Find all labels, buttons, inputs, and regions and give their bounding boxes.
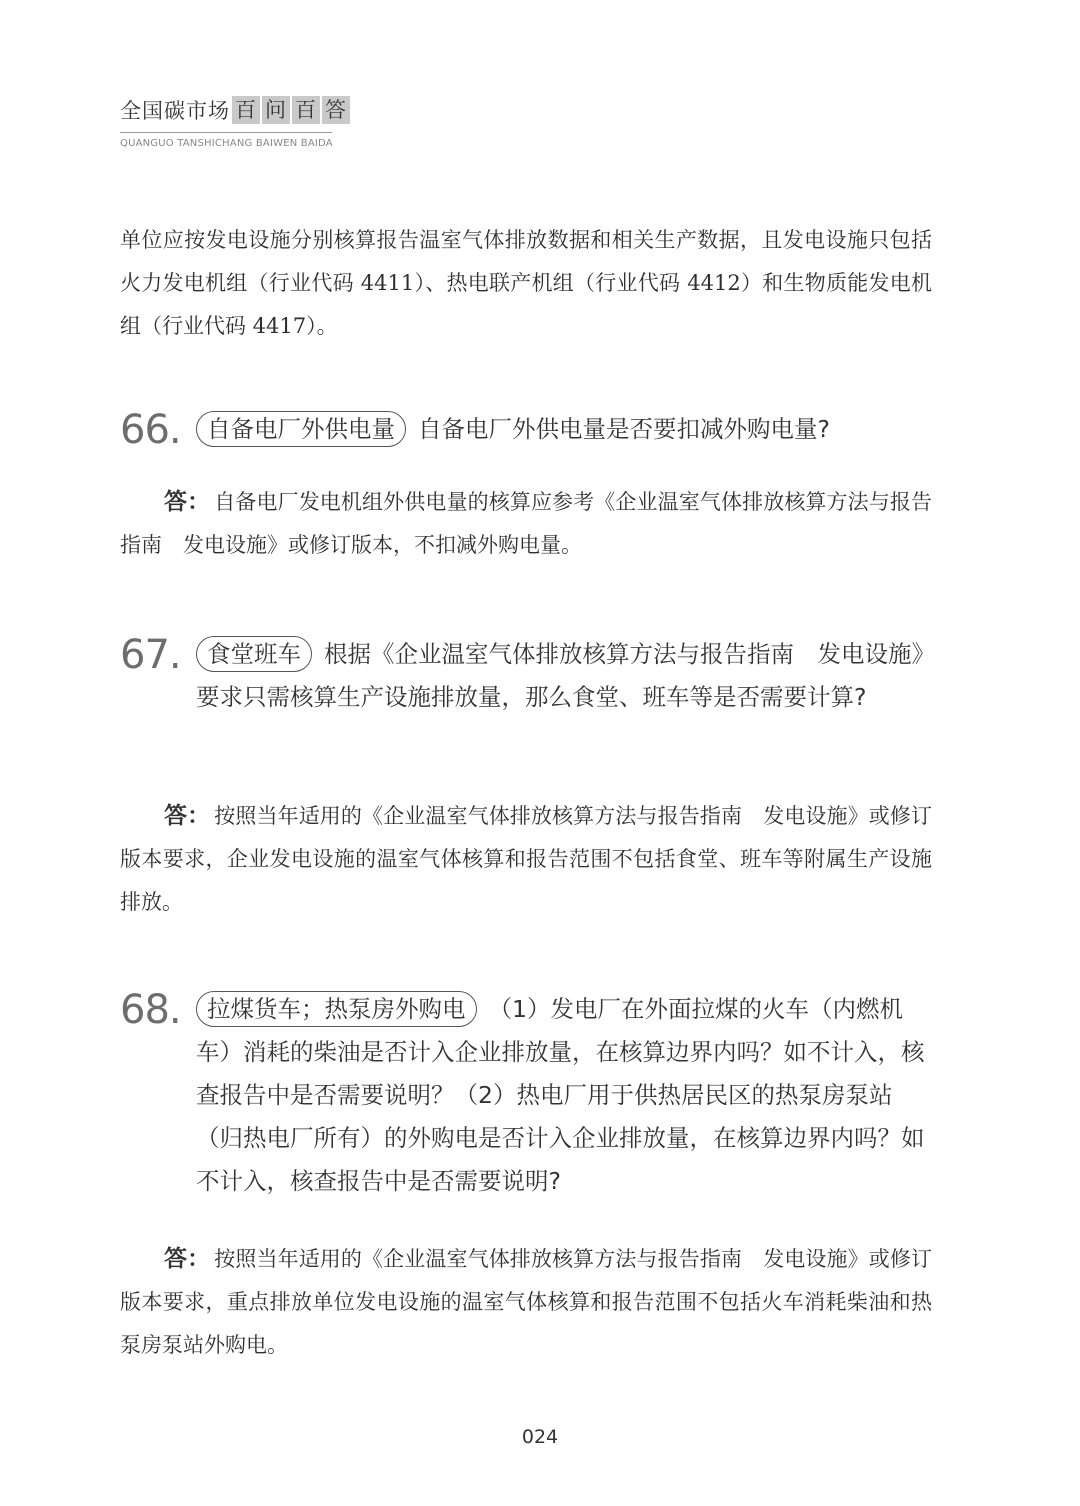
header-highlight-char: 百: [292, 96, 320, 124]
question-68: [120, 988, 932, 1203]
question-text-block: [196, 408, 932, 451]
answer-label: 答：: [164, 803, 211, 829]
question-text-block: [196, 633, 932, 719]
answer-label: 答：: [164, 1246, 211, 1272]
header-title-plain: 全国碳市场: [120, 99, 230, 123]
question-tag: 拉煤货车；热泵房外购电: [196, 991, 477, 1027]
answer-label: 答：: [164, 489, 211, 515]
page-header: [120, 94, 352, 149]
answer-text: 按照当年适用的《企业温室气体排放核算方法与报告指南 发电设施》或修订版本要求，企业发电设施的温室气体核算和报告范围不包括食堂、班车等附属生产设施排放。: [120, 804, 933, 914]
answer-68: [120, 1238, 932, 1367]
question-number: 68.: [120, 987, 181, 1033]
question-number: 67.: [120, 632, 181, 678]
question-text: 根据《企业温室气体排放核算方法与报告指南 发电设施》要求只需核算生产设施排放量，那么食堂、班车等是否需要计算?: [196, 640, 924, 711]
answer-67: [120, 795, 932, 924]
question-67: [120, 633, 932, 719]
answer-66: [120, 481, 932, 567]
answer-text: 自备电厂发电机组外供电量的核算应参考《企业温室气体排放核算方法与报告指南 发电设施》或修订版本，不扣减外购电量。: [120, 490, 933, 557]
question-tag: 食堂班车: [196, 636, 312, 672]
header-title: [120, 94, 352, 126]
question-66: [120, 408, 932, 452]
question-tag: 自备电厂外供电量: [196, 411, 406, 447]
question-text: 自备电厂外供电量是否要扣减外购电量?: [418, 415, 830, 443]
answer-text: 按照当年适用的《企业温室气体排放核算方法与报告指南 发电设施》或修订版本要求，重点排放单位发电设施的温室气体核算和报告范围不包括火车消耗柴油和热泵房泵站外购电。: [120, 1247, 933, 1357]
header-highlight-char: 问: [262, 96, 290, 124]
question-text: （1）发电厂在外面拉煤的火车（内燃机车）消耗的柴油是否计入企业排放量，在核算边界内吗？如不计入，核查报告中是否需要说明？（2）热电厂用于供热居民区的热泵房泵站（归热电厂所有）的外购电是否计入企业排放量，在核算边界内吗？如不计入，核查报告中是否需要说明?: [196, 995, 925, 1195]
page-number: 024: [521, 1426, 559, 1448]
question-number: 66.: [120, 407, 181, 453]
intro-paragraph: 单位应按发电设施分别核算报告温室气体排放数据和相关生产数据，且发电设施只包括火力发电机组（行业代码 4411）、热电联产机组（行业代码 4412）和生物质能发电机组（行业代码 4417）。: [120, 228, 932, 338]
header-title-highlight: [232, 96, 352, 124]
header-highlight-char: 答: [322, 96, 350, 124]
header-subtitle: QUANGUO TANSHICHANG BAIWEN BAIDA: [120, 138, 333, 149]
question-text-block: [196, 988, 932, 1203]
header-highlight-char: 百: [232, 96, 260, 124]
header-divider: [120, 132, 332, 133]
